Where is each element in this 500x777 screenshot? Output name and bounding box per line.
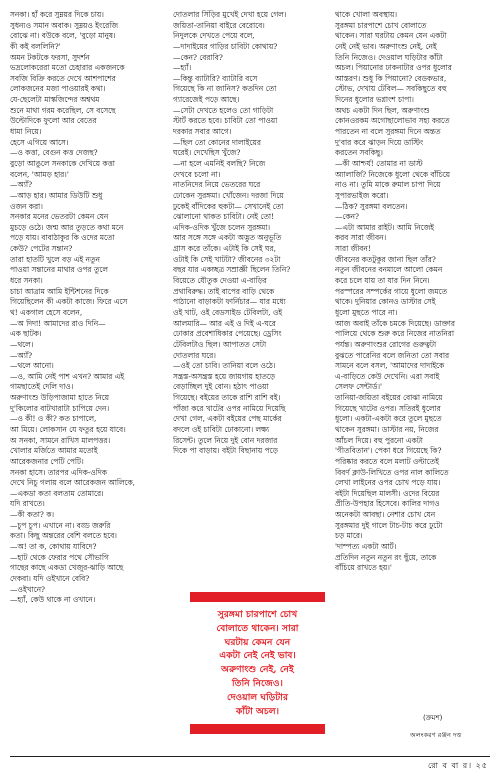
text-line: আরেকজনার পেটি পেটি। bbox=[10, 456, 84, 466]
text-line: ওজন করা। bbox=[10, 201, 43, 211]
text-line: থাকেন সুরঙ্গমা। ডাস্টার নয়, নিজের bbox=[335, 424, 439, 434]
text-line: সনকা। হাঁ করে সুম্নয়র দিকে চায়। bbox=[10, 10, 104, 19]
text-line: পারতেন না বলে সুরঙ্গমা দিনে অন্তত bbox=[335, 127, 441, 137]
text-line: নিদুলকে দেখতে পেয়ে বলে, bbox=[173, 31, 255, 41]
text-line: সুধন্যও সমান অবাক। সুম্নয়ও ইংরেজি bbox=[10, 20, 118, 30]
text-line: —সেটা দেখতে হলেও তো গাড়িটা bbox=[173, 105, 274, 115]
text-line: প্রথাবিরুদ্ধ। তাই বাপের বাড়ি থেকে bbox=[173, 286, 275, 296]
text-line: কতা। কিছু অন্তরের বেশি বলতে হবে। bbox=[10, 531, 117, 541]
text-line: গ্যারেজেই পড়ে আছে। bbox=[173, 95, 240, 105]
text-line: দিকে পা বাড়ায়। বইটা বিছানায় পড়ে bbox=[173, 446, 278, 456]
text-line: বছর যার একচ্ছত্র সম্রাজ্ঞী ছিলেন তিনি? bbox=[173, 265, 291, 275]
text-line: করে চলে যায় তা যার দিন নিনে। bbox=[335, 276, 430, 286]
text-line: —হাট থেকে ফেরার পথে সৌভাগি bbox=[10, 552, 109, 562]
text-line: —কেন? বেরাবি? bbox=[173, 52, 223, 62]
text-line: দরকার সবার আগে। bbox=[173, 127, 232, 137]
text-line: দোতলার ঘরে। bbox=[173, 350, 216, 360]
text-column-1 bbox=[10, 10, 157, 606]
text-line: সুরঙ্গমার দুই গালে টাচ-টাচ করে ঢুটো bbox=[335, 520, 443, 530]
text-line: এ-বাড়িতে কেউ দেখেনি। এরা সবাই bbox=[335, 371, 440, 381]
text-line: ঝোলানো থাকত চাবিটা। নেই তো! bbox=[173, 212, 275, 222]
text-line: বুঝতে পারেনির বলে জনিতা তো সবার bbox=[335, 350, 450, 360]
text-line: —ও কী! ও কী? কত চাপালে, bbox=[10, 414, 97, 424]
text-line: অথচ একটা দিন ছিল, অরুণাংশু bbox=[335, 105, 430, 115]
pull-quote-line: কাঁটা অচল। bbox=[235, 705, 279, 717]
text-line: বইটা দিয়েছিল মালসী। ওদের বিয়ের bbox=[335, 488, 440, 498]
text-line: নেই নেই ভাব। অরুণাংশু নেই, নেই bbox=[335, 41, 437, 51]
text-line: দেখবে চলো না। bbox=[173, 169, 221, 179]
pull-quote-top-bar bbox=[190, 592, 325, 602]
page-folio: রো ব বা র। ২৫ bbox=[427, 761, 488, 770]
text-line: অ্যালার্জি? নিজেকে ধুলো থেকে বাঁচিয়ে bbox=[335, 169, 451, 179]
pull-quote-line: একটা নেই নেই ভাব। bbox=[219, 650, 296, 662]
text-line: পড়ে যায়। বাবাঠাকুর কি ওদের মতো bbox=[10, 233, 115, 243]
text-line: হেসে এগিয়ে আসে। bbox=[10, 137, 69, 147]
text-line: —অ! তা ক, কোথায় যাবিদে? bbox=[10, 542, 97, 552]
text-line: পাওয়া সন্তানের মাথার ওপর তুলে bbox=[10, 265, 108, 275]
text-line: পাঁজা করে খাটের ওপর নামিয়ে দিয়েছি bbox=[173, 403, 286, 413]
text-line: —আড় হার। আমার ডিউটি শুধু bbox=[10, 190, 103, 200]
text-line: পর্যন্ত। অরুণাংশুর রোগের গুরুত্বটা bbox=[335, 339, 437, 349]
text-line: ঢুকেই বাঁদিকের হুকটা— সেখানেই তো bbox=[173, 201, 284, 211]
text-line: আর সঙ্গে সঙ্গে একটা অদ্ভুত অনুভূতি bbox=[173, 233, 282, 243]
text-line: —কিন্তু ব্যাটারি? ব্যাটারি বসে bbox=[173, 73, 258, 83]
text-line: পাঠানো বাড়াকটা ফার্নিচার— যার মধ্যে bbox=[173, 297, 286, 307]
text-line: গিয়েছিলেন কী একটা কাজে। ফিরে এসে bbox=[10, 297, 128, 307]
text-line: কোনওরকম অগোছালোভাব সহ্য করতে bbox=[335, 116, 450, 126]
text-line: স্টোভ, দেখায় টেবিল— সবকিছুতে বহু bbox=[335, 84, 447, 94]
text-line: —না হলে এমনিই বলছি? নিজে bbox=[173, 158, 266, 168]
text-column-2 bbox=[173, 10, 320, 457]
text-line: দু'বার করে ঝাড়ন দিয়ে ডাস্টিং bbox=[335, 137, 424, 147]
text-line: থাকেন। সারা ঘরটায় কেমন যেন একটা bbox=[335, 31, 447, 41]
text-line: —চুপ চুপ। এখানে না। বড্ড জরুরি bbox=[10, 520, 111, 530]
text-line: সনকা হাসে। তারপর এদিক-ওদিক bbox=[10, 467, 107, 477]
text-line: —ওই তো চাবি। তানিয়া বলে ওঠে। bbox=[173, 361, 276, 371]
text-line: ঘরেই। দেখেছিস খুঁজে? bbox=[173, 148, 241, 158]
text-line: থাকে। দুনিয়ার কোনও ডাস্টার সেই bbox=[335, 297, 436, 307]
to-be-continued-note: (ক্রমশ) bbox=[423, 714, 443, 722]
text-line: —কী আশ্চর্য! তোমার না ডাস্ট bbox=[335, 158, 423, 168]
text-line: —একডা কতা বলতাম তোমারে। bbox=[10, 488, 104, 498]
text-line: আ মিয়ে। লোকসান যে ফতুর হয়ে যাবে। bbox=[10, 424, 126, 434]
pull-quote-box bbox=[190, 592, 325, 734]
text-line: পরস্পরের সম্পর্কের গায়ে ধুলো জমতে bbox=[335, 286, 448, 296]
text-line: ওটাই কি সেই খাটটা? জীবনের ৩২টা bbox=[173, 254, 281, 264]
text-line: —কী কতা? ক। bbox=[10, 510, 55, 520]
text-line: গিয়েছে কি না জানিস? কতদিন তো bbox=[173, 84, 277, 94]
text-line: অমন টকটকে ফরসা, সুদর্শন bbox=[10, 52, 90, 62]
text-line: নতুন জীবনের বনমালে আলো কেমন bbox=[335, 265, 443, 275]
text-line: সুরঙ্গমা চারপাশে চোখ বোলাতে bbox=[335, 20, 427, 30]
text-line: —অ্যাঁ? bbox=[10, 180, 33, 190]
text-line: —ওইখানে? bbox=[10, 584, 46, 594]
text-line: দু'কিলোর বাটখারাটা চাপিয়ে দেন। bbox=[10, 403, 110, 413]
text-line: ধুলো মুছতে পারে না। bbox=[335, 307, 398, 317]
text-line: গ্রাস করে তাঁকে। এটাই কি সেই ঘর, bbox=[173, 244, 276, 254]
text-line: গিয়েছে খাটের ওপর। সতিরই ধুলোর bbox=[335, 403, 441, 413]
text-line: —অ দিদা! আমাদের রাও দিনি— bbox=[10, 318, 106, 328]
illustration-credit: অলংকরণ রঞ্জন দত্ত bbox=[410, 731, 462, 739]
text-line: রিসেন্ট। তুলে নিয়ে দুই বোন দরজার bbox=[173, 435, 278, 445]
text-line: —থলে আনো। bbox=[10, 361, 54, 371]
text-line: সনকার মনের ভেতরটা কেমন যেন bbox=[10, 212, 109, 222]
text-line: দিনের ধুলোর ভগ্নাংশ চাপা। bbox=[335, 95, 414, 105]
text-line: বিয়েতে যৌতুক দেওয়া এ-বাড়ির bbox=[173, 276, 267, 286]
text-line: দেকবা। যদি ওইখানে বেবি? bbox=[10, 573, 90, 583]
text-line: লেখা লাইনের ওপর চোখ পড়ে যায়। bbox=[335, 478, 441, 488]
text-line: সুপারভাইজ করো। bbox=[335, 190, 389, 200]
pull-quote-bottom-bar bbox=[190, 724, 325, 734]
text-line: গামছাতেই দেলি দাও। bbox=[10, 382, 74, 392]
text-line: আলমারি— আর এই ও দিই এ-ঘরে bbox=[173, 318, 276, 328]
text-line: খোলার মর্জিতে আমার মতোই bbox=[10, 446, 98, 456]
text-line: —ঠিক? সুরঙ্গমা বলতেন। bbox=[335, 201, 408, 211]
text-line: —কেন? bbox=[335, 212, 359, 222]
text-line: বলেন, 'আমড় হার।' bbox=[10, 169, 69, 179]
text-line: ভদ্রলোকরেরা মতো চেহারার একজনকে bbox=[10, 63, 125, 73]
text-line: থ! একগাল হেসে বলেন, bbox=[10, 307, 83, 317]
text-line: সন্ত্রস্ত-অসন্ত্রস্ত হয়ে জায়গায় হাতড়ে bbox=[173, 371, 276, 381]
pull-quote bbox=[190, 602, 325, 724]
text-line: আস্তরণ। শুধু কি পিয়ানো? বেডকভার, bbox=[335, 73, 447, 83]
text-line: গাছের কাছে একডা খেজুর-ঝাড়ি আছে bbox=[10, 563, 124, 573]
text-line: আঁচল দিয়ে। বহু পুরনো একটা bbox=[335, 435, 423, 445]
text-line: লোকজনের মজা পাওয়ারই কথা। bbox=[10, 84, 106, 94]
text-line: নাও না। তুমি মাকে রুমাল চাপা দিয়ে bbox=[335, 180, 441, 190]
text-line: থাকে খোলা অবস্থায়। bbox=[335, 10, 397, 19]
pull-quote-line: অরুণাংশু নেই, নেই bbox=[221, 664, 294, 676]
text-line: ঢোকার প্রবেশাধিকার পেয়েছে। ড্রেসিং bbox=[173, 329, 282, 339]
text-line: ধামা নিয়ে। bbox=[10, 127, 42, 137]
text-line: ওই খাট, ওই বেডসাইড টেবিলটা, ওই bbox=[173, 307, 283, 317]
text-line: অচল। পিয়ানোর ঢাকনাটার ওপর ধুলোর bbox=[335, 63, 452, 73]
text-line: —ও কত্তা, বেগুন কত্ত দেজছ? bbox=[10, 148, 98, 158]
text-line: চড় মারে। bbox=[335, 531, 363, 541]
text-line: চাচা আত্রাম আমি ইন্টিশনের দিকে bbox=[10, 286, 109, 296]
text-line: সবজি বিক্রি করতে দেখে আশপাশের bbox=[10, 73, 116, 83]
text-line: বুড়ো আঙুলে সনকাকে দেখিয়ে কত্তা bbox=[10, 158, 115, 168]
text-line: —হ্যাঁ, কেউ থাকে না ওখানে। bbox=[10, 595, 96, 605]
text-line: করতেন সবকিছু। bbox=[335, 148, 383, 158]
text-line: কী কই বললিনি?' bbox=[10, 41, 61, 51]
text-line: এদিক-ওদিক খুঁজে চলেন সুরঙ্গমা। bbox=[173, 222, 270, 232]
text-column-3 bbox=[335, 10, 490, 574]
text-line: বদলে ওই চাবিটা ঢোকানো। লক্ষ্য bbox=[173, 424, 270, 434]
pull-quote-line: দেওয়াল ঘড়িটার bbox=[226, 691, 289, 703]
text-line: বোঝে না। বউকে বলে, 'বুড়ো মানুষ। bbox=[10, 31, 116, 41]
text-line: অ সনকা, সামনে রাখিস মালপত্তর। bbox=[10, 435, 111, 445]
text-line: কেউ? পেটের সন্তান? bbox=[10, 244, 73, 254]
text-line: বাঁচিয়ে রাখতে হয়।' bbox=[335, 563, 392, 573]
pull-quote-line: ঘরটায় কেমন যেন bbox=[224, 636, 291, 648]
pull-quote-line: বোলাতে থাকেন। সারা bbox=[216, 622, 299, 634]
text-line: অরুণাংশু উড়িপাজামা হাতে নিয়ে bbox=[10, 393, 109, 403]
text-line: আজ অবাই তাঁকে চমকে দিয়েছে। ডাক্তার bbox=[335, 318, 455, 328]
text-line: তিনি নিজেও। দেওয়াল ঘড়িটার কাঁটা bbox=[335, 52, 443, 62]
text-line: মুচড়ে ওঠে। জন্ম আর তুড়তে কথা মনে bbox=[10, 222, 124, 232]
text-line: যে-ছেলেটা মাস্কজিন্দের অশ্বথম bbox=[10, 95, 100, 105]
text-line: —থলে। bbox=[10, 339, 34, 349]
text-line: ধরে সনকা। bbox=[10, 276, 43, 286]
text-line: 'গীতবিতান'। পেকা ধরে গিয়েছে কি? bbox=[335, 446, 442, 456]
text-line: উল্টোদিকে ফুলো আর বেতের bbox=[10, 116, 97, 126]
text-line: তানিয়া-জয়িতা বইয়ের বোঝা নামিয়ে bbox=[335, 393, 443, 403]
text-line: সামনে বলে বসল, 'আমাদের দাদাইকে bbox=[335, 361, 445, 371]
text-line: —দাদাইয়ের গাড়ির চাবিটা কোথায়? bbox=[173, 41, 278, 51]
text-line: স্টার্ট করতে হবে। চাবিটা তো পাওয়া bbox=[173, 116, 278, 126]
text-line: ধুলো। একটা-একটা করে তুলে মুছতে bbox=[335, 414, 442, 424]
text-line: —হ্যাঁ। bbox=[173, 63, 192, 73]
text-line: —ও, আমি নেই পাশ এখন? আমার এই bbox=[10, 371, 125, 381]
text-line: পালিয়ে থেকে শুরু করে নিজের নাতনিরা bbox=[335, 329, 455, 339]
text-line: —এটা আমার রাইট। আমি নিজেই bbox=[335, 222, 435, 232]
text-line: করব সারা জীবন। bbox=[335, 233, 387, 243]
pull-quote-line: তিনি নিজেও। bbox=[232, 677, 283, 689]
text-line: প্রতিদিন নতুন নতুন রং ছুঁয়ে, তাকে bbox=[335, 552, 437, 562]
text-line: তারা হাতটি খুলে বড় এই নতুন bbox=[10, 254, 100, 264]
text-line: 'দাম্পত্য একটা আর্ট। bbox=[335, 542, 397, 552]
text-line: বিবর্ণ ক্লাউ-লিখিতে ওপর নাল কালিতে bbox=[335, 467, 449, 477]
text-line: দেখা গেল, একটা বইয়ের পেছ মার্কের bbox=[173, 414, 282, 424]
text-line: —অ্যাঁ? bbox=[10, 350, 33, 360]
text-line: গিয়েছে। বইয়ের তাকে রাশি রাশি বই। bbox=[173, 393, 281, 403]
text-line: দেখে নিচু গলায় বলে আরেকজন আলিকে, bbox=[10, 478, 135, 488]
text-line: অনেকটা আবছা। নেশার চোখ যেন bbox=[335, 510, 436, 520]
text-line: জয়িতা-তানিয়া বাইরে বেরোবে। bbox=[173, 20, 265, 30]
text-line: টেবিলটাও ছিল। আপাতত সেটা bbox=[173, 339, 267, 349]
text-line: জীবনের কতটুকুর জানা ছিল তাঁর? bbox=[335, 254, 436, 264]
footer-rule bbox=[10, 756, 490, 757]
text-line: পরিষ্কার করতে বলে মলাট ওল্টাতেই bbox=[335, 456, 439, 466]
text-line: শুনে মাথা গরম করেছিল, সে বসেছে bbox=[10, 105, 116, 115]
text-line: দোতলার সিঁড়ির মুখেই দেখা হয়ে গেল। bbox=[173, 10, 287, 19]
text-line: সারা জীবন! bbox=[335, 244, 371, 254]
text-line: ঢোকেন সুরঙ্গমা। খোঁজেন। দরজা দিয়ে bbox=[173, 190, 284, 200]
text-line: নাতনিদের নিয়ে ভেতরের ঘরে bbox=[173, 180, 261, 190]
pull-quote-line: সুরঙ্গমা চারপাশে চোখ bbox=[217, 609, 298, 620]
text-line: —ছিল তো কোনের দালাইয়ের bbox=[173, 137, 261, 147]
text-line: প্রীতি-উপহার হিসেবে। কালির দাগও bbox=[335, 499, 440, 509]
text-line: যদি রাখতে। bbox=[10, 499, 45, 509]
text-line: বেড়াচ্ছিল দুই বোন। হঠাৎ পাওয়া bbox=[173, 382, 269, 392]
text-line: এক ছাটক। bbox=[10, 329, 42, 339]
text-line: সেলফ সেন্টার্ড।' bbox=[335, 382, 383, 392]
page-footer bbox=[0, 746, 500, 777]
